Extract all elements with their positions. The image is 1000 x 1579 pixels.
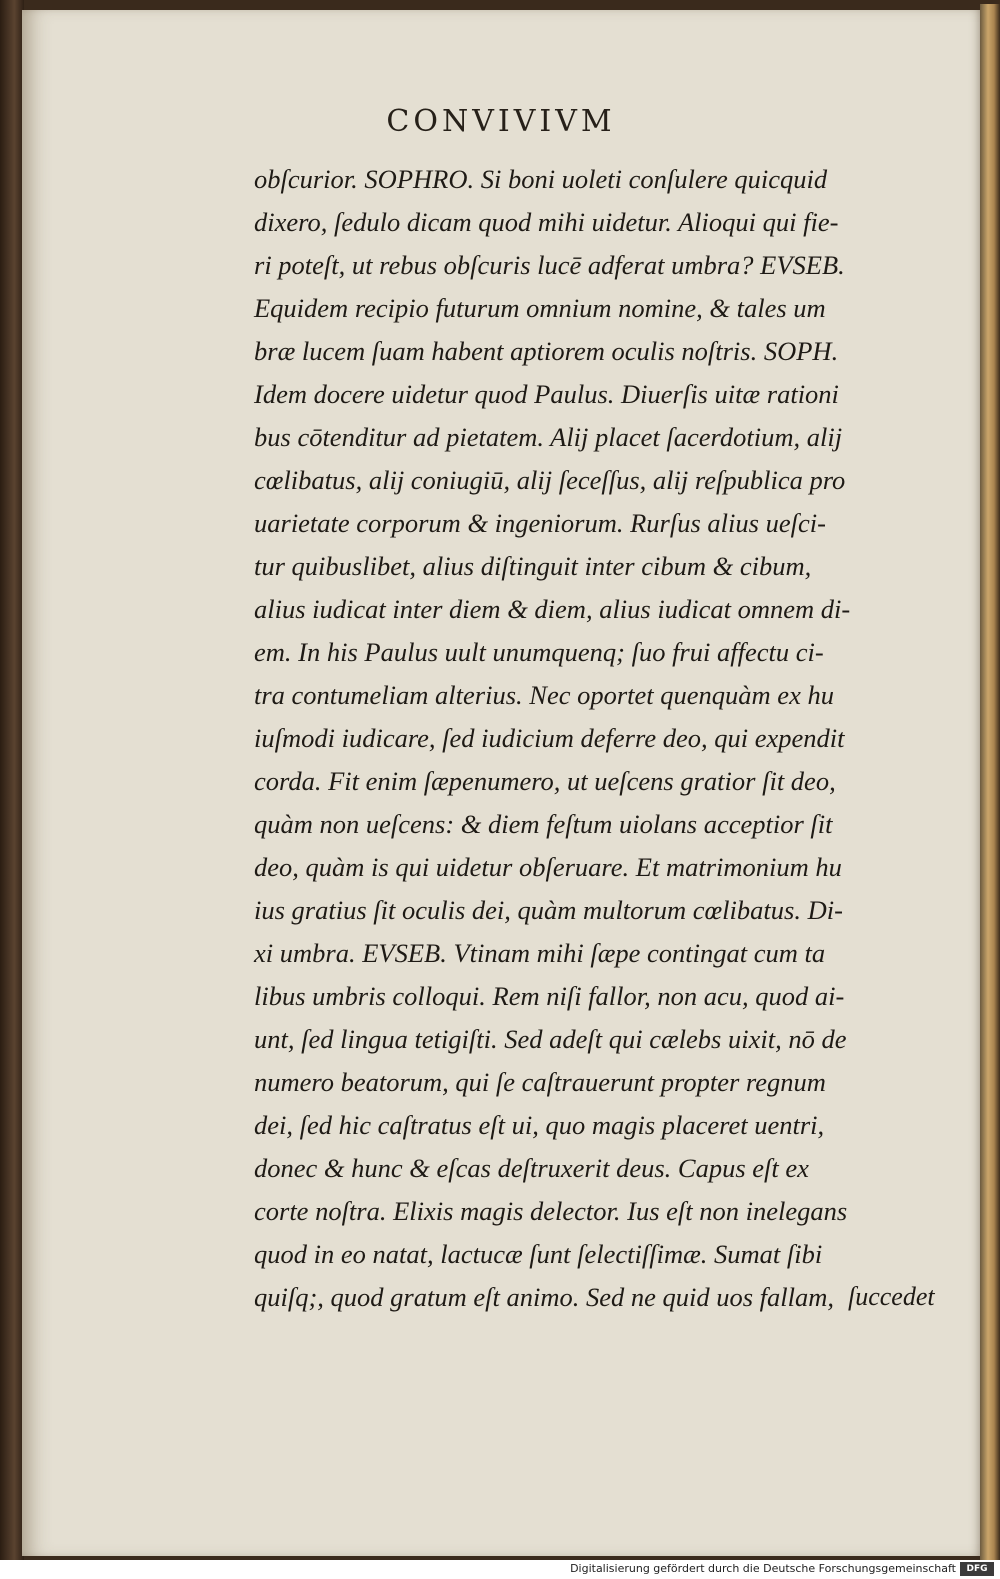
text-line: dixero, ſedulo dicam quod mihi uidetur. Alioqui qui fie- [254, 207, 839, 237]
text-line: corda. Fit enim ſæpenumero, ut ueſcens gratior ſit deo, [254, 766, 836, 796]
text-line: bus cōtenditur ad pietatem. Alij placet ſacerdotium, alij [254, 422, 843, 452]
funding-credit: Digitalisierung gefördert durch die Deutsche Forschungsgemeinschaft [570, 1562, 956, 1575]
text-line: tra contumeliam alterius. Nec oportet quenquàm ex hu [254, 680, 834, 710]
text-line: libus umbris colloqui. Rem niſi fallor, non acu, quod ai- [254, 981, 845, 1011]
text-line: numero beatorum, qui ſe caſtrauerunt propter regnum [254, 1067, 826, 1097]
text-line: quàm non ueſcens: & diem feſtum uiolans acceptior ſit [254, 809, 833, 839]
text-line: quod in eo natat, lactucæ ſunt ſelectiſſimæ. Sumat ſibi [254, 1239, 823, 1269]
text-line: Idem docere uidetur quod Paulus. Diuerſis uitæ rationi [254, 379, 839, 409]
text-line: donec & hunc & eſcas deſtruxerit deus. Capus eſt ex [254, 1153, 809, 1183]
body-text [254, 158, 944, 1319]
text-line: xi umbra. EVSEB. Vtinam mihi ſæpe contingat cum ta [254, 938, 826, 968]
text-line: ius gratius ſit oculis dei, quàm multorum cœlibatus. Di- [254, 895, 843, 925]
running-head: CONVIVIVM [386, 104, 616, 139]
binding-edge [0, 0, 24, 1560]
text-line: uarietate corporum & ingeniorum. Rurſus alius ueſci- [254, 508, 826, 538]
text-line: unt, ſed lingua tetigiſti. Sed adeſt qui cælebs uixit, nō de [254, 1024, 847, 1054]
text-line: obſcurior. SOPHRO. Si boni uoleti conſulere quicquid [254, 164, 828, 194]
page-edge-fore-edge [980, 4, 1000, 1560]
text-line: em. In his Paulus uult unumquenq; ſuo frui affectu ci- [254, 637, 824, 667]
text-line: bræ lucem ſuam habent aptiorem oculis noſtris. SOPH. [254, 336, 839, 366]
text-line: alius iudicat inter diem & diem, alius iudicat omnem di- [254, 594, 851, 624]
catchword: ſuccedet [848, 1282, 935, 1311]
text-line: deo, quàm is qui uidetur obſeruare. Et matrimonium hu [254, 852, 842, 882]
text-line: iuſmodi iudicare, ſed iudicium deferre deo, qui expendit [254, 723, 845, 753]
text-line: cœlibatus, alij coniugiū, alij ſeceſſus, alij reſpublica pro [254, 465, 846, 495]
book-page [22, 10, 980, 1556]
text-line: dei, ſed hic caſtratus eſt ui, quo magis placeret uentri, [254, 1110, 825, 1140]
text-line: Equidem recipio futurum omnium nomine, & tales um [254, 293, 826, 323]
text-line: quiſq;, quod gratum eſt animo. Sed ne quid uos fallam, [254, 1282, 835, 1312]
text-line: tur quibuslibet, alius diſtinguit inter cibum & cibum, [254, 551, 812, 581]
text-line: corte noſtra. Elixis magis delector. Ius eſt non inelegans [254, 1196, 848, 1226]
dfg-logo: DFG [960, 1562, 994, 1576]
text-line: ri poteſt, ut rebus obſcuris lucē adferat umbra? EVSEB. [254, 250, 845, 280]
